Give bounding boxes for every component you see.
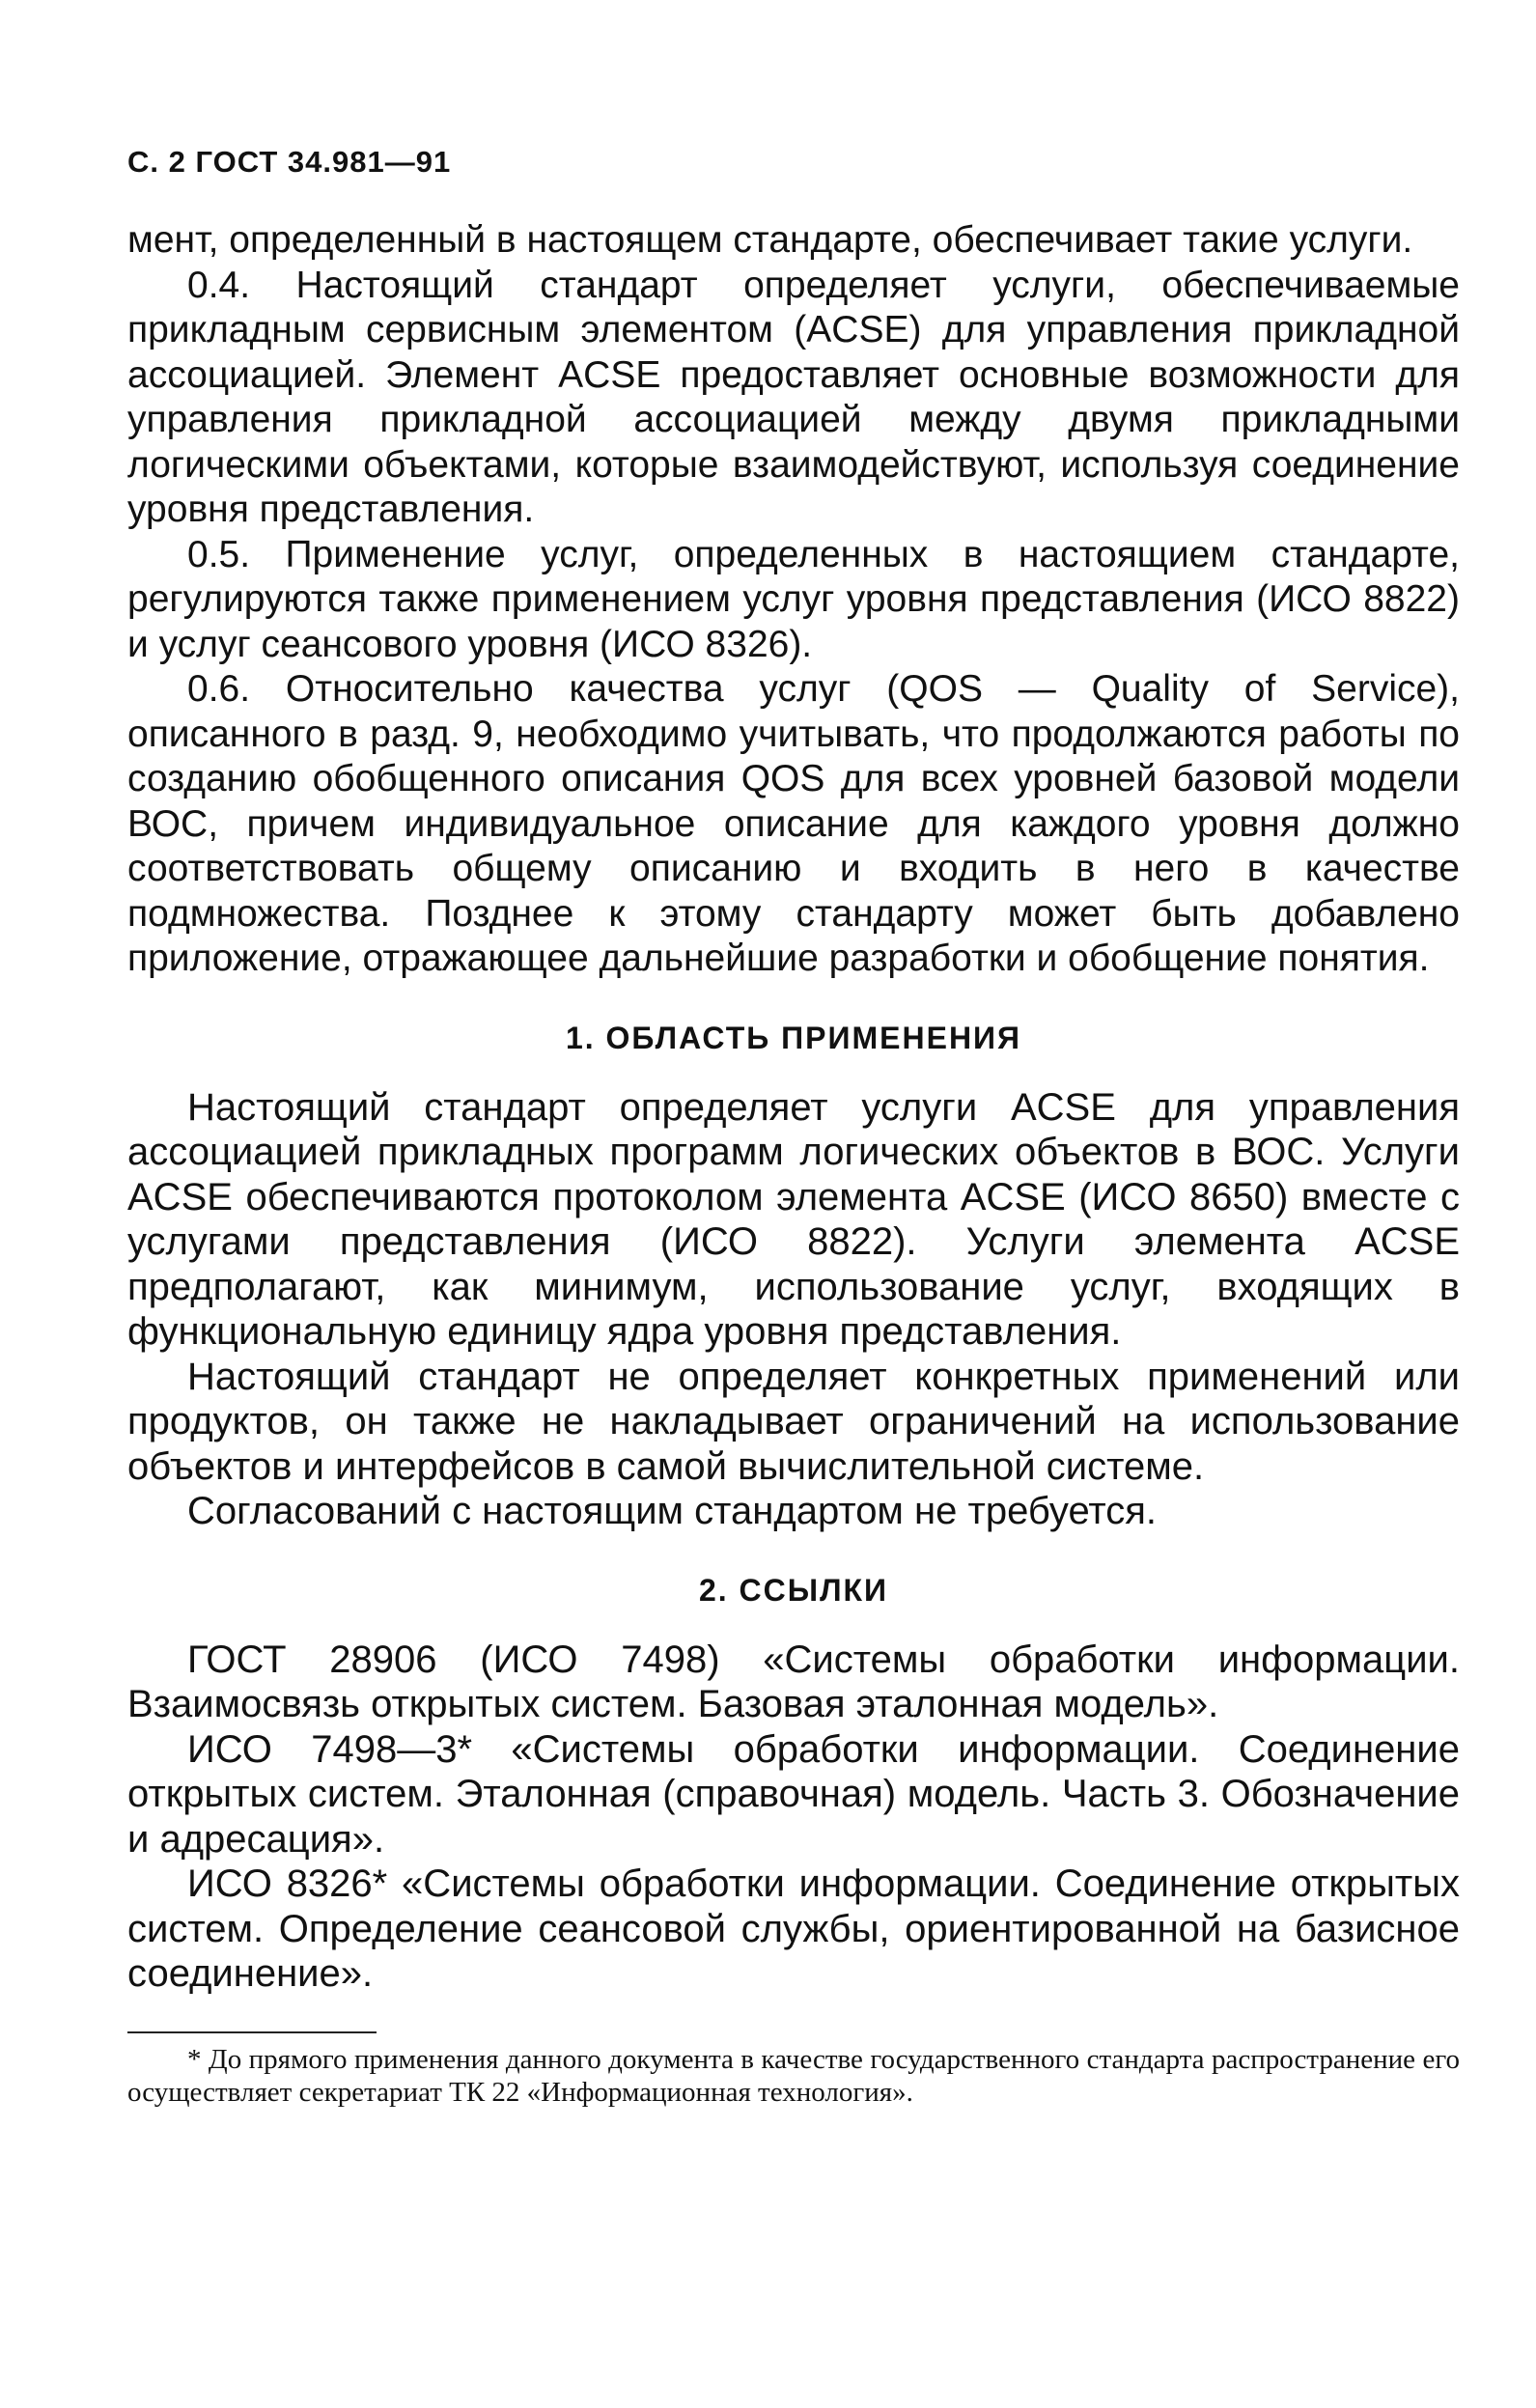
clause-0-4: 0.4. Настоящий стандарт определяет услуги, обеспечиваемые прикладным сервисным элементом (ACSE) для управления прикладной ассоциацией. Элемент ACSE предоставляет основные возможности для управления прикладной ассоциацией между двумя прикладными логическими объектами, которые взаимодействуют, используя соединение уровня представления. [127,264,1460,530]
footnote: * До прямого применения данного документа в качестве государственного стандарта распространение его осуществляет секретариат ТК 22 «Информационная технология». [127,2043,1460,2108]
reference-item: ИСО 7498—3* «Системы обработки информации. Соединение открытых систем. Эталонная (справочная) модель. Часть 3. Обозначение и адресация». [127,1727,1460,1861]
section-1-paragraph: Настоящий стандарт определяет услуги ACSE для управления ассоциацией прикладных программ логических объектов в ВОС. Услуги ACSE обеспечиваются протоколом элемента ACSE (ИСО 8650) вместе с услугами представления (ИСО 8822). Услуги элемента ACSE предполагают, как минимум, использование услуг, входящих в функциональную единицу ядра уровня представления. [127,1085,1460,1353]
page-header: С. 2 ГОСТ 34.981—91 [127,145,452,179]
reference-item: ИСО 8326* «Системы обработки информации. Соединение открытых систем. Определение сеансовой службы, ориентированной на базисное соединение». [127,1862,1460,1995]
section-2-body [127,1638,1460,1997]
reference-item: ГОСТ 28906 (ИСО 7498) «Системы обработки информации. Взаимосвязь открытых систем. Базовая эталонная модель». [127,1638,1460,1725]
section-1-title: 1. ОБЛАСТЬ ПРИМЕНЕНИЯ [565,1020,1022,1055]
clause-0-6: 0.6. Относительно качества услуг (QOS — Quality of Service), описанного в разд. 9, необходимо учитывать, что продолжаются работы по созданию обобщенного описания QOS для всех уровней базовой модели ВОС, причем индивидуальное описание для каждого уровня должно соответствовать общему описанию и входить в него в качестве подмножества. Позднее к этому стандарту может быть добавлено приложение, отражающее дальнейшие разработки и обобщение понятия. [127,668,1460,979]
intro-continuation: мент, определенный в настоящем стандарте, обеспечивает такие услуги. [127,219,1413,261]
section-2-title: 2. ССЫЛКИ [698,1572,889,1608]
intro-block [127,218,1460,982]
section-1-paragraph: Настоящий стандарт не определяет конкретных применений или продуктов, он также не накладывает ограничений на использование объектов и интерфейсов в самой вычислительной системе. [127,1355,1460,1488]
section-1-paragraph: Согласований с настоящим стандартом не требуется. [187,1490,1158,1532]
footnote-divider [127,2031,377,2033]
clause-0-5: 0.5. Применение услуг, определенных в настоящием стандарте, регулируются также применением услуг уровня представления (ИСО 8822) и услуг сеансового уровня (ИСО 8326). [127,533,1460,665]
document-page [127,145,1460,2109]
section-1-body [127,1085,1460,1534]
